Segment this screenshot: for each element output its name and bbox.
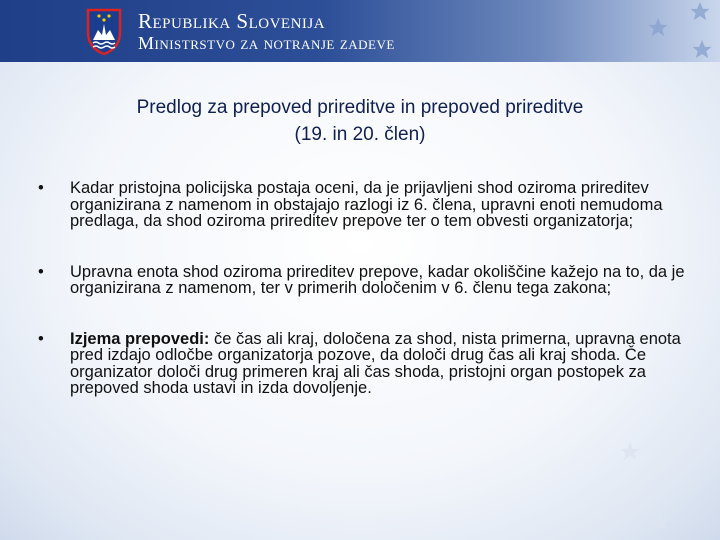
bullet-list — [28, 180, 688, 397]
bullet-text: če čas ali kraj, določena za shod, nista primerna, upravna enota pred izdajo odločbe organizatorja pozove, da določi drug čas ali kraj shoda. Če organizator določi drug primeren kraj ali čas shoda, pristojni organ postopek za prepoved shoda ustavi in izda dovoljenje. — [70, 329, 681, 397]
bullet-lead: Izjema prepovedi: — [70, 329, 210, 348]
slide-title — [40, 94, 680, 148]
title-line1: Predlog za prepoved prireditve in prepoved prireditve — [136, 97, 584, 118]
bullet-marker: • — [38, 179, 44, 197]
eu-star-icon — [651, 512, 670, 530]
bullet-marker: • — [38, 329, 44, 348]
bullet-marker: • — [38, 262, 44, 281]
eu-star-icon — [691, 2, 710, 20]
eu-star-icon — [649, 18, 668, 36]
bullet-text: Kadar pristojna policijska postaja oceni, da je prijavljeni shod oziroma prireditev organizirana z namenom in obstajajo razlogi iz 6. člena, upravni enoti nemudoma predlaga, da shod oziroma prireditev prepove ter o tem obvesti organizatorja; — [70, 179, 663, 230]
organization-name — [138, 10, 395, 54]
coat-of-arms-icon — [84, 6, 124, 56]
title-line2: (19. in 20. člen) — [294, 124, 426, 145]
org-name-line1: Republika Slovenija — [138, 9, 326, 33]
eu-star-icon — [621, 442, 640, 460]
bullet-item — [28, 180, 688, 230]
bullet-text: Upravna enota shod oziroma prireditev prepove, kadar okoliščine kažejo na to, da je organizirana z namenom, ter v primerih določenim v 6. členu tega zakona; — [70, 262, 685, 297]
eu-star-icon — [685, 472, 704, 490]
org-name-line2: Ministrstvo za notranje zadeve — [138, 33, 395, 53]
eu-star-icon — [693, 40, 712, 58]
bullet-item — [28, 331, 688, 397]
bullet-item — [28, 264, 688, 297]
